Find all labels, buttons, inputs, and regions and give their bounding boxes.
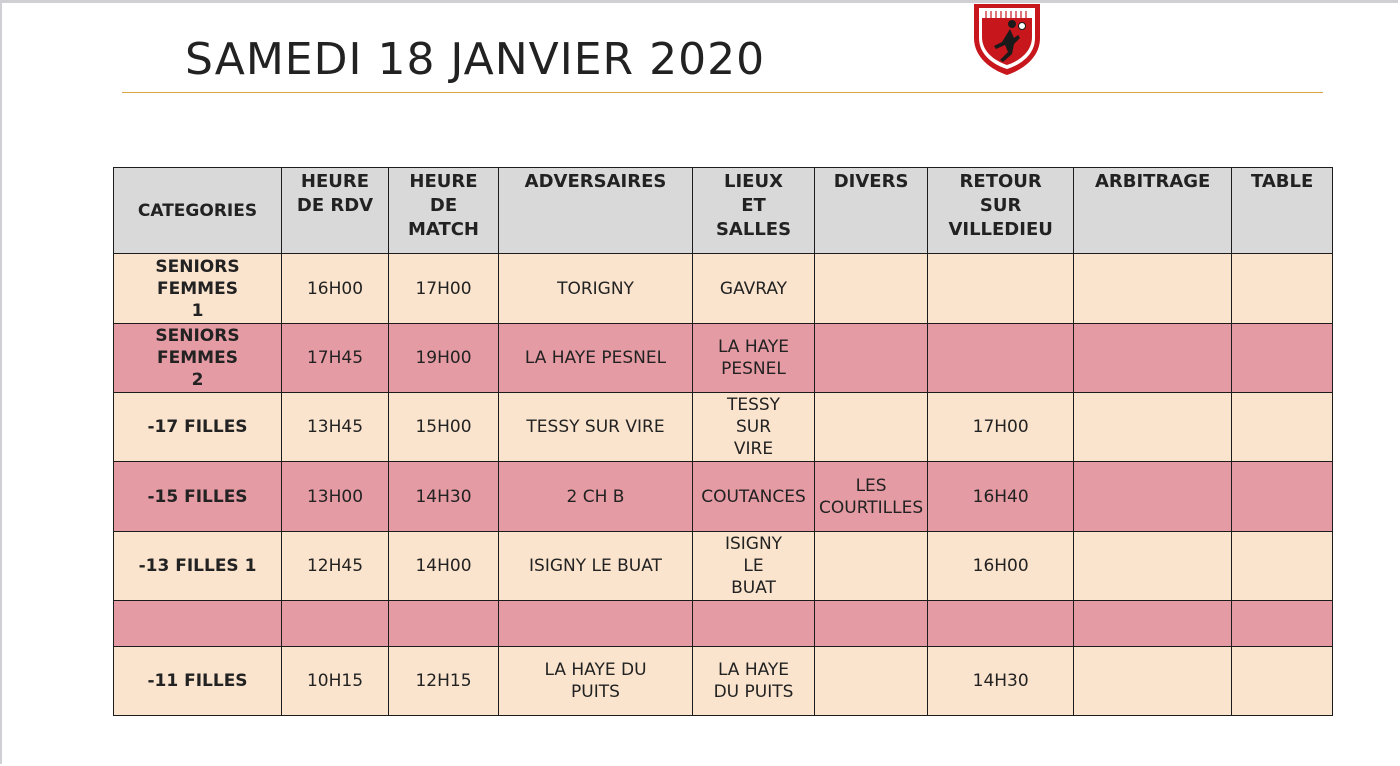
cell-line: -17 FILLES bbox=[147, 417, 248, 437]
adversaires-cell bbox=[499, 647, 693, 716]
lieux-cell bbox=[693, 647, 815, 716]
table-row bbox=[114, 393, 1333, 462]
table-cell bbox=[1232, 601, 1333, 647]
retour-cell: 14H30 bbox=[928, 647, 1074, 716]
category-cell bbox=[114, 324, 282, 393]
heure-rdv-cell: 17H45 bbox=[282, 324, 389, 393]
header-line: DE RDV bbox=[296, 195, 374, 216]
header-line: HEURE bbox=[300, 171, 370, 192]
category-cell bbox=[114, 601, 282, 647]
header-arbitrage: ARBITRAGE bbox=[1074, 168, 1232, 254]
page-title: SAMEDI 18 JANVIER 2020 bbox=[185, 34, 766, 85]
arbitrage-cell bbox=[1074, 462, 1232, 532]
table-cell bbox=[1232, 393, 1333, 462]
adversaires-cell bbox=[499, 324, 693, 393]
heure-match-cell: 15H00 bbox=[389, 393, 499, 462]
heure-match-cell: 17H00 bbox=[389, 254, 499, 324]
table-row bbox=[114, 324, 1333, 393]
cell-line: SENIORS bbox=[155, 256, 240, 277]
cell-line: FEMMES bbox=[157, 278, 238, 299]
arbitrage-cell bbox=[1074, 324, 1232, 393]
category-cell bbox=[114, 254, 282, 324]
header-lieux-et-salles bbox=[693, 168, 815, 254]
table-row bbox=[114, 254, 1333, 324]
heure-match-cell: 12H15 bbox=[389, 647, 499, 716]
adversaires-cell bbox=[499, 532, 693, 601]
arbitrage-cell bbox=[1074, 647, 1232, 716]
header-retour-sur-villedieu bbox=[928, 168, 1074, 254]
table-row bbox=[114, 462, 1333, 532]
header-line: MATCH bbox=[408, 219, 479, 240]
header-line: SALLES bbox=[715, 219, 792, 240]
cell-line: VIRE bbox=[733, 439, 774, 459]
adversaires-cell bbox=[499, 393, 693, 462]
cell-line: -15 FILLES bbox=[147, 486, 248, 507]
cell-line: COUTANCES bbox=[701, 486, 806, 507]
cell-line: GAVRAY bbox=[719, 278, 788, 299]
cell-line: PESNEL bbox=[721, 359, 786, 379]
table-cell bbox=[1232, 647, 1333, 716]
cell-line: LE bbox=[743, 556, 764, 576]
cell-line: LA HAYE PESNEL bbox=[524, 348, 667, 368]
table-cell bbox=[1232, 462, 1333, 532]
lieux-cell bbox=[693, 254, 815, 324]
divers-cell bbox=[815, 462, 928, 532]
retour-cell: 16H40 bbox=[928, 462, 1074, 532]
arbitrage-cell bbox=[1074, 254, 1232, 324]
header-line: LIEUX bbox=[724, 171, 783, 192]
divers-cell bbox=[815, 254, 928, 324]
cell-line: PUITS bbox=[571, 682, 620, 702]
cell-line: LES bbox=[855, 475, 887, 496]
cell-line: SUR bbox=[735, 417, 772, 437]
cell-line: TORIGNY bbox=[557, 278, 634, 299]
handball-club-shield-icon bbox=[970, 2, 1044, 76]
cell-line: ISIGNY LE BUAT bbox=[529, 556, 662, 576]
adversaires-cell bbox=[499, 254, 693, 324]
header-table: TABLE bbox=[1232, 168, 1333, 254]
cell-line: LA HAYE DU bbox=[544, 660, 647, 680]
cell-line: -11 FILLES bbox=[147, 671, 248, 691]
retour-cell: 16H00 bbox=[928, 532, 1074, 601]
category-cell bbox=[114, 532, 282, 601]
lieux-cell bbox=[693, 393, 815, 462]
header-line: DE bbox=[429, 195, 458, 216]
header-line: VILLEDIEU bbox=[948, 219, 1053, 240]
cell-line: SENIORS bbox=[155, 326, 240, 346]
heure-rdv-cell: 16H00 bbox=[282, 254, 389, 324]
cell-line: ISIGNY bbox=[724, 534, 783, 554]
heure-match-cell bbox=[389, 601, 499, 647]
arbitrage-cell bbox=[1074, 601, 1232, 647]
match-schedule-table bbox=[113, 167, 1333, 716]
cell-line: COURTILLES bbox=[819, 497, 924, 518]
header-heure-rdv bbox=[282, 168, 389, 254]
cell-line: 2 CH B bbox=[566, 486, 625, 507]
header-line: SUR bbox=[979, 195, 1022, 216]
retour-cell: 17H00 bbox=[928, 393, 1074, 462]
divers-cell bbox=[815, 532, 928, 601]
title-divider bbox=[122, 92, 1323, 93]
cell-line: LA HAYE bbox=[717, 337, 790, 357]
divers-cell bbox=[815, 647, 928, 716]
lieux-cell bbox=[693, 324, 815, 393]
divers-cell bbox=[815, 601, 928, 647]
table-row bbox=[114, 601, 1333, 647]
retour-cell bbox=[928, 324, 1074, 393]
table-cell bbox=[1232, 532, 1333, 601]
lieux-cell bbox=[693, 532, 815, 601]
table-header-row bbox=[114, 168, 1333, 254]
heure-rdv-cell bbox=[282, 601, 389, 647]
table-row bbox=[114, 647, 1333, 716]
adversaires-cell bbox=[499, 462, 693, 532]
cell-line: -13 FILLES 1 bbox=[138, 556, 257, 576]
divers-cell bbox=[815, 393, 928, 462]
cell-line: DU PUITS bbox=[713, 682, 794, 702]
retour-cell bbox=[928, 254, 1074, 324]
table-row bbox=[114, 532, 1333, 601]
heure-rdv-cell: 13H45 bbox=[282, 393, 389, 462]
cell-line: FEMMES bbox=[157, 348, 238, 368]
header-line: ET bbox=[741, 195, 766, 216]
cell-line: TESSY bbox=[726, 395, 781, 415]
table-cell bbox=[1232, 324, 1333, 393]
header-adversaires: ADVERSAIRES bbox=[499, 168, 693, 254]
heure-match-cell: 19H00 bbox=[389, 324, 499, 393]
cell-line: LA HAYE bbox=[717, 660, 790, 680]
table-cell bbox=[1232, 254, 1333, 324]
arbitrage-cell bbox=[1074, 532, 1232, 601]
adversaires-cell bbox=[499, 601, 693, 647]
header-heure-match bbox=[389, 168, 499, 254]
heure-rdv-cell: 13H00 bbox=[282, 462, 389, 532]
header-line: RETOUR bbox=[959, 171, 1042, 192]
divers-cell bbox=[815, 324, 928, 393]
header-divers: DIVERS bbox=[815, 168, 928, 254]
cell-line: 2 bbox=[191, 370, 204, 390]
retour-cell bbox=[928, 601, 1074, 647]
category-cell bbox=[114, 647, 282, 716]
lieux-cell bbox=[693, 601, 815, 647]
header-line: HEURE bbox=[409, 171, 478, 192]
heure-rdv-cell: 12H45 bbox=[282, 532, 389, 601]
cell-line: 1 bbox=[191, 300, 204, 321]
category-cell bbox=[114, 393, 282, 462]
header-categories: CATEGORIES bbox=[114, 168, 282, 254]
category-cell bbox=[114, 462, 282, 532]
cell-line: BUAT bbox=[731, 578, 776, 598]
cell-line: TESSY SUR VIRE bbox=[526, 417, 665, 437]
heure-match-cell: 14H30 bbox=[389, 462, 499, 532]
heure-match-cell: 14H00 bbox=[389, 532, 499, 601]
heure-rdv-cell: 10H15 bbox=[282, 647, 389, 716]
arbitrage-cell bbox=[1074, 393, 1232, 462]
lieux-cell bbox=[693, 462, 815, 532]
